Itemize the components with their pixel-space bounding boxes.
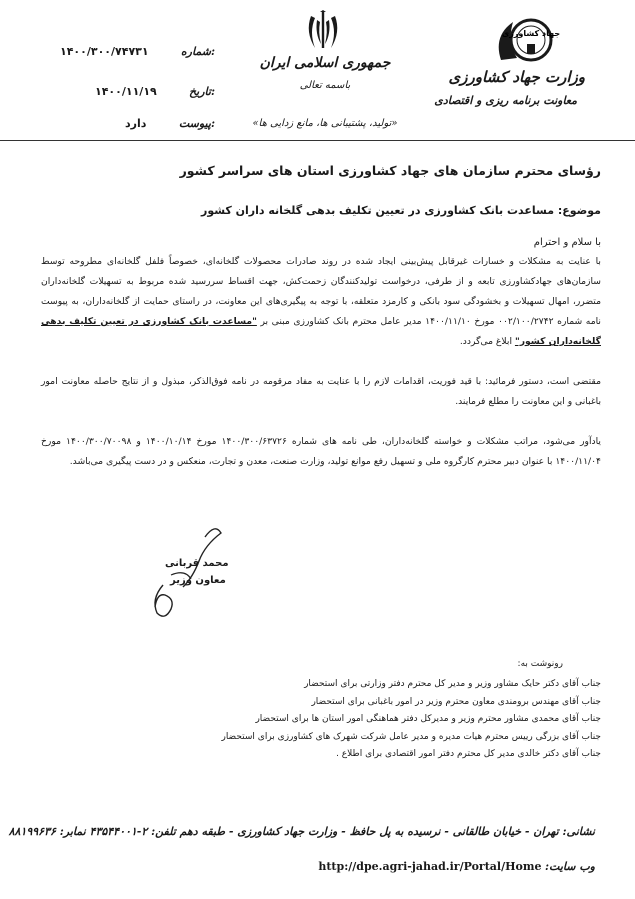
paragraph-2: مقتضی است، دستور فرمائید: با قید فوریت، اقدامات لازم را با عنایت به مفاد مرقومه در نامه فوق‌الذکر، مبذول و از نتایج حاصله معاونت امور باغبانی و این معاونت را مطلع فرمایند. (41, 376, 601, 407)
republic-title: جمهوری اسلامی ایران (259, 55, 391, 71)
logo-text: جهاد کشاورزی (501, 29, 561, 38)
ministry-name: وزارت جهاد کشاورزی (448, 68, 585, 86)
paragraph-1-text: با عنایت به مشکلات و خسارات غیرقابل پیش‌بینی ایجاد شده در روند صادرات محصولات گلخانه‌ای، خصوصاً فلفل گلخانه‌ای مطروحه توسط سازمان‌های جهادکشاورزی تابعه و از طرفی، درخواست تولیدکنندگان زحمت‌کش، جهت اقساط سررسید شده مربوط به تسهیلات گلخانه‌داران متضرر، امهال تسهیلات و بخشودگی سود بانکی و کارمزد متعلقه، با توجه به پیگیری‌های این معاونت، در راستای حمایت از گلخانه‌داران، به پیوست نامه شماره ۰۰۲/۱۰۰/۲۷۴۲ مورخ ۱۴۰۰/۱۱/۱۰ مدیر عامل محترم بانک کشاورزی مبنی بر (41, 256, 601, 327)
attachment-row (60, 117, 215, 135)
signer-name: محمد قربانی (165, 558, 229, 569)
header-divider (0, 140, 635, 141)
footer-address: نشانی: تهران - خیابان طالقانی - نرسیده به پل حافظ - وزارت جهاد کشاورزی - طبقه دهم تلفن: ۲-۴۳۵۴۴۰۰۱ نمابر: ۸۸۱۹۹۶۳۶ (8, 825, 595, 838)
recipient: رؤسای محترم سازمان های جهاد کشاورزی استان های سراسر کشور (179, 163, 601, 178)
year-slogan: «تولید، پشتیبانی ها، مانع زدایی ها» (252, 118, 398, 129)
letter-date-value: ۱۴۰۰/۱۱/۱۹ (95, 85, 157, 98)
letter-number-label: شماره: (180, 45, 215, 58)
cc-item: جناب آقای دکتر خالدی مدیر کل محترم دفتر امور اقتصادی برای اطلاع . (336, 749, 601, 759)
cc-item: جناب آقای محمدی مشاور محترم وزیر و مدیرکل دفتر هماهنگی امور استان ها برای استحضار (255, 714, 601, 724)
letter-date-label: تاریخ: (189, 85, 215, 98)
attachment-label: پیوست: (178, 117, 215, 130)
iran-emblem-icon (303, 10, 343, 54)
paragraph-1 (41, 252, 601, 352)
letter-number-value: ۱۴۰۰/۳۰۰/۷۴۷۳۱ (60, 45, 149, 58)
signer-title: معاون وزیر (170, 575, 226, 586)
attachment-value: دارد (125, 117, 147, 130)
footer-website (310, 860, 595, 873)
cc-item: جناب آقای دکتر حایک مشاور وزیر و مدیر کل محترم دفتر وزارتی برای استحضار (304, 679, 601, 689)
paragraph-3: یادآور می‌شود، مراتب مشکلات و خواسته گلخانه‌داران، طی نامه های شماره ۱۴۰۰/۳۰۰/۶۳۷۲۶ مورخ ۱۴۰۰/۱۰/۱۴ و ۱۴۰۰/۳۰۰/۷۰۰۹۸ مورخ ۱۴۰۰/۱۱/۰۴ با عنوان دبیر محترم کارگروه ملی و تسهیل رفع موانع تولید، وزارت صنعت، معدن و تجارت، منعکس و در دست پیگیری می‌باشد. (41, 436, 601, 467)
handwritten-signature-icon (135, 515, 230, 625)
subject-text: مساعدت بانک کشاورزی در تعیین تکلیف بدهی گلخانه داران کشور (201, 204, 554, 217)
letter-number-row (60, 45, 215, 63)
cc-list (41, 676, 601, 764)
paragraph-1-quote: "مساعدت بانک کشاورزی در تعیین تکلیف بدهی گلخانه‌داران کشور" (41, 316, 601, 347)
subject-line (201, 204, 601, 217)
greeting: با سلام و احترام (533, 237, 601, 248)
website-label: وب سایت: (545, 860, 595, 873)
cc-title: رونوشت به: (517, 659, 563, 669)
letter-date-row (60, 85, 215, 103)
deputy-name: معاونت برنامه ریزی و اقتصادی (434, 94, 577, 107)
subject-label: موضوع: (557, 204, 601, 217)
ministry-logo-icon (487, 12, 563, 72)
cc-item: جناب آقای بزرگی رییس محترم هیات مدیره و مدیر عامل شرکت شهرک های کشاورزی برای استحضار (221, 731, 601, 742)
website-link[interactable]: http://dpe.agri-jahad.ir/Portal/Home (318, 860, 542, 873)
cc-item: جناب آقای مهندس برومندی معاون محترم وزیر در امور باغبانی برای استحضار (311, 696, 601, 707)
besmeh: باسمه تعالی (299, 80, 351, 91)
paragraph-1-end: ابلاغ می‌گردد. (459, 336, 513, 347)
